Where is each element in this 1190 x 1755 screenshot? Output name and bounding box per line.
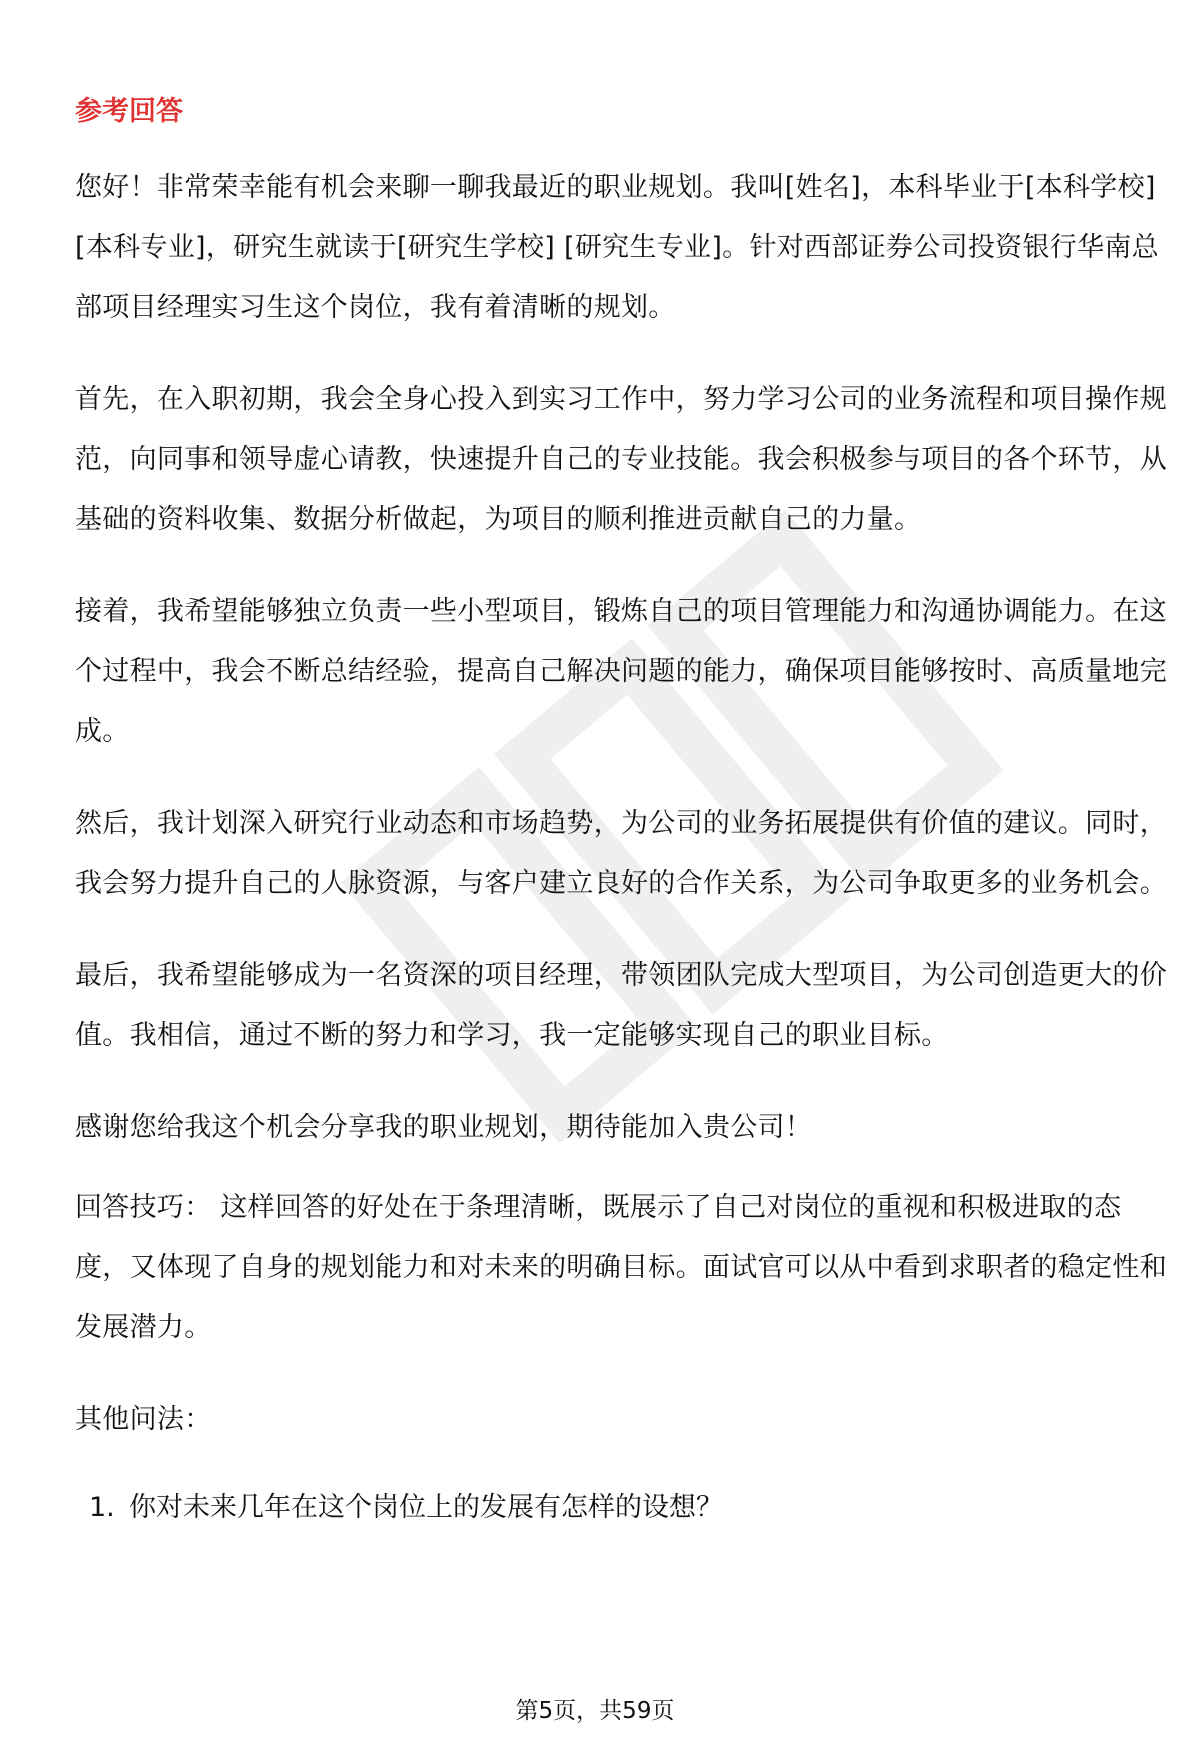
list-item (75, 1478, 1170, 1538)
paragraph-intro: 您好！非常荣幸能有机会来聊一聊我最近的职业规划。我叫[姓名]，本科毕业于[本科学校] [本科专业]，研究生就读于[研究生学校] [研究生专业]。针对西部证券公司投资银行华南总部项目经理实习生这个岗位，我有着清晰的规划。 (75, 172, 1159, 323)
paragraph-finally: 最后，我希望能够成为一名资深的项目经理，带领团队完成大型项目，为公司创造更大的价值。我相信，通过不断的努力和学习，我一定能够实现自己的职业目标。 (75, 960, 1167, 1051)
list-item-number: 1. (89, 1492, 115, 1523)
paragraph-then: 然后，我计划深入研究行业动态和市场趋势，为公司的业务拓展提供有价值的建议。同时，我会努力提升自己的人脉资源，与客户建立良好的合作关系，为公司争取更多的业务机会。 (75, 808, 1167, 899)
paragraph-other-questions: 其他问法： (75, 1404, 212, 1435)
page-number-footer: 第5页，共59页 (515, 1698, 675, 1724)
paragraph-next: 接着，我希望能够独立负责一些小型项目，锻炼自己的项目管理能力和沟通协调能力。在这个过程中，我会不断总结经验，提高自己解决问题的能力，确保项目能够按时、高质量地完成。 (75, 596, 1167, 747)
paragraph-first: 首先，在入职初期，我会全身心投入到实习工作中，努力学习公司的业务流程和项目操作规范，向同事和领导虚心请教，快速提升自己的专业技能。我会积极参与项目的各个环节，从基础的资料收集、数据分析做起，为项目的顺利推进贡献自己的力量。 (75, 384, 1167, 535)
question-list (75, 1478, 1170, 1538)
document-content (75, 92, 1170, 1538)
paragraph-tips: 回答技巧： 这样回答的好处在于条理清晰，既展示了自己对岗位的重视和积极进取的态度，又体现了自身的规划能力和对未来的明确目标。面试官可以从中看到求职者的稳定性和发展潜力。 (75, 1192, 1167, 1343)
paragraph-thanks: 感谢您给我这个机会分享我的职业规划，期待能加入贵公司！ (75, 1112, 813, 1143)
list-item-text: 你对未来几年在这个岗位上的发展有怎样的设想？ (129, 1492, 723, 1523)
section-heading: 参考回答 (75, 96, 183, 127)
